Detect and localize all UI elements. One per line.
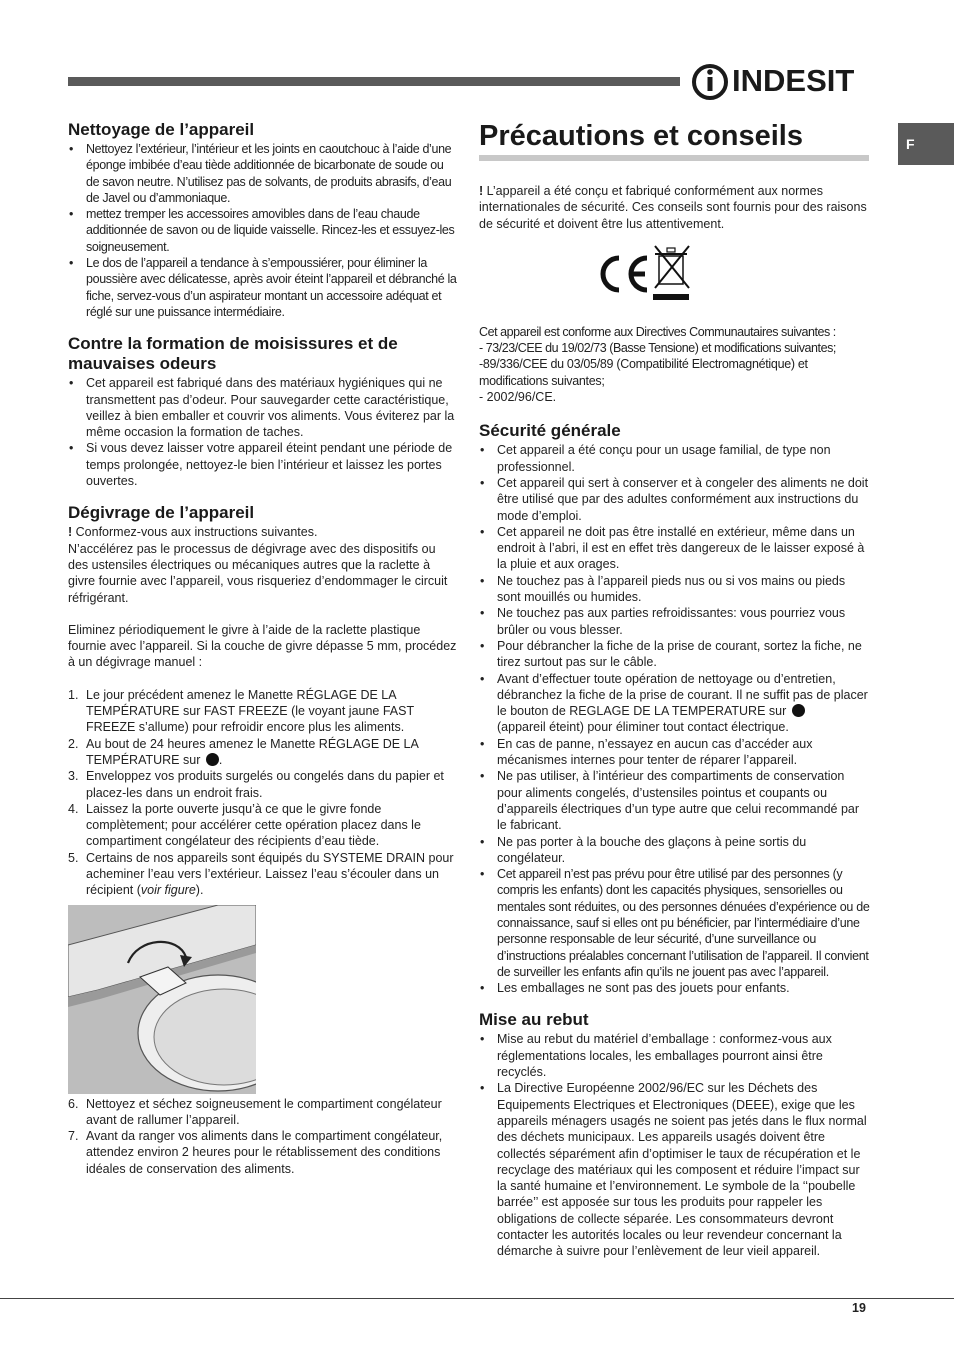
defrost-para-1: N’accélérez pas le processus de dégivrage avec des dispositifs ou des ustensiles électriques ou mécaniques autres que la raclette à givre fournie avec l’appareil, vous risqueriez d’endommager le circuit réfrigérant.	[68, 541, 448, 605]
list-item: • Ne pas porter à la bouche des glaçons à peine sortis du congélateur.	[479, 834, 871, 867]
list-item: • Ne touchez pas à l’appareil pieds nus ou si vos mains ou pieds sont mouillés ou humides.	[479, 573, 871, 606]
indesit-logo	[692, 60, 870, 104]
disposal-list	[479, 1031, 871, 1259]
mould-list	[68, 375, 458, 489]
safety-heading: Sécurité générale	[479, 421, 621, 441]
intro-text: ! L’appareil a été conçu et fabriqué conformément aux normes internationales de sécurité. Ces conseils sont fournis pour des raisons de sécurité et doivent être lus attentivement.	[479, 184, 867, 231]
list-item: • Cet appareil qui sert à conserver et à congeler des aliments ne doit être utilisé que par des adultes conformément aux instructions du mode d’emploi.	[479, 475, 871, 524]
list-item: • En cas de panne, n’essayez en aucun cas d’accéder aux mécanismes internes pour tenter de réparer l’appareil.	[479, 736, 871, 769]
list-item: • Cet appareil n’est pas prévu pour être utilisé par des personnes (y compris les enfants) dont les capacités physiques, sensorielles ou mentales sont réduites, ou des personnes dénuées d’expérience ou de connaissance, sauf si elles ont pu bénéficier, par l’intermédiaire d’une personne responsable de leur sécurité, d’une surveillance ou d’instructions préalables concernant l’utilisation de l’appareil. Il convient de surveiller les enfants afin qu’ils ne jouent pas avec l’appareil.	[479, 866, 871, 980]
safety-list	[479, 442, 871, 996]
crossed-bin-icon	[653, 246, 689, 300]
warning-mark: !	[68, 525, 73, 540]
brand-i-icon	[692, 60, 728, 104]
footer-rule	[0, 1298, 954, 1299]
list-item: • Pour débrancher la fiche de la prise de courant, sortez la fiche, ne tirez surtout pas sur le câble.	[479, 638, 871, 671]
list-item: • Cet appareil ne doit pas être installé en extérieur, même dans un endroit à l’abri, il est en effet très dangereux de le laisser exposé à la pluie et aux orages.	[479, 524, 871, 573]
off-position-icon	[792, 704, 805, 717]
mould-heading: Contre la formation de moisissures et de mauvaises odeurs	[68, 334, 398, 374]
step-item: 3. Enveloppez vos produits surgelés ou congelés dans du papier et placez-les dans un endroit frais.	[68, 769, 444, 800]
defrost-note: ! Conformez-vous aux instructions suivantes.	[68, 525, 318, 540]
directives-line: -89/336/CEE du 03/05/89 (Compatibilité Electromagnétique) et modifications suivantes;	[479, 357, 808, 388]
list-item: • Si vous devez laisser votre appareil éteint pendant une période de temps prolongée, nettoyez-le bien l’intérieur et laissez les portes ouvertes.	[68, 440, 458, 489]
list-item: • Mise au rebut du matériel d’emballage : conformez-vous aux réglementations locales, les emballages pourront ainsi être recyclés.	[479, 1031, 871, 1080]
header-bar	[68, 77, 680, 86]
cleaning-list	[68, 141, 458, 320]
language-tab: F	[898, 123, 954, 165]
step-item: 5. Certains de nos appareils sont équipés du SYSTEME DRAIN pour acheminer l’eau vers l’extérieur. Laissez l’eau s’écouler dans un récipient (voir figure).	[68, 850, 454, 898]
ce-weee-marks	[589, 242, 769, 308]
list-item: • Les emballages ne sont pas des jouets pour enfants.	[479, 980, 871, 996]
step-item: 6. Nettoyez et séchez soigneusement le compartiment congélateur avant de rallumer l’appareil.	[68, 1096, 442, 1127]
list-item: • Cet appareil est fabriqué dans des matériaux hygiéniques qui ne transmettent pas d’odeur. Pour sauvegarder cette caractéristique, veillez à bien emballer et couvrir vos aliments. Vous éviterez par la même occasion la formation de taches.	[68, 375, 458, 440]
list-item: • Le dos de l’appareil a tendance à s’empoussiérer, pour éliminer la poussière avec délicatesse, après avoir éteint l’appareil et débranché la fiche, servez-vous d’un aspirateur montant un accessoire adéquat et réglé sur une puissance intermédiaire.	[68, 255, 458, 320]
step-item: 4. Laissez la porte ouverte jusqu’à ce que le givre fonde complètement; pour accélérer cette opération placez dans le compartiment congélateur des récipients d’eau tiède.	[68, 801, 421, 849]
warning-mark: !	[479, 184, 484, 198]
step-item: 1. Le jour précédent amenez le Manette RÉGLAGE DE LA TEMPÉRATURE sur FAST FREEZE (le voyant jaune FAST FREEZE s’allume) pour refroidir encore plus les aliments.	[68, 687, 414, 735]
list-item: • Cet appareil a été conçu pour un usage familial, de type non professionnel.	[479, 442, 871, 475]
step-item: 7. Avant da ranger vos aliments dans le compartiment congélateur, attendez environ 2 heures pour le rétablissement des conditions idéales de conservation des aliments.	[68, 1129, 443, 1176]
defrost-steps	[68, 687, 458, 899]
list-item: • La Directive Européenne 2002/96/EC sur les Déchets des Equipements Electriques et Electroniques (DEEE), exige que les appareils ménagers usagés ne soient pas jetés dans le flux normal des déchets municipaux. Les appareils usagés doivent être collectés séparément afin d’optimiser le taux de récupération et le recyclage des matériaux qui les composent et réduire l’impact sur la santé humaine et l’environnement. Le symbole de la ‘‘poubelle barrée’’ est apposée sur tous les produits pour rappeler les obligations de collecte séparée. Les consommateurs devront contacter les autorités locales ou leur revendeur concernant la démarche à suivre pour l’enlèvement de leur vieil appareil.	[479, 1080, 871, 1259]
list-item: • Ne pas utiliser, à l’intérieur des compartiments de conservation pour aliments congelés, d’ustensiles pointus et coupants ou d’appareils électriques d’un type autre que celui recommandé par le fabricant.	[479, 768, 871, 833]
list-item: • Avant d’effectuer toute opération de nettoyage ou d’entretien, débranchez la fiche de la prise de courant. Il ne suffit pas de placer le bouton de REGLAGE DE LA TEMPERATURE sur (appareil éteint) pour éliminer tout contact électrique.	[479, 671, 871, 736]
right-column	[479, 120, 871, 1260]
drain-figure	[68, 905, 256, 1094]
defrost-steps-after	[68, 1096, 458, 1177]
brand-name: INDESIT	[732, 63, 855, 98]
step-item: 2. Au bout de 24 heures amenez le Manette RÉGLAGE DE LA TEMPÉRATURE sur .	[68, 736, 419, 767]
disposal-heading: Mise au rebut	[479, 1010, 589, 1030]
off-position-icon	[206, 753, 219, 766]
list-item: • Nettoyez l’extérieur, l’intérieur et les joints en caoutchouc à l’aide d’une éponge imbibée d’eau tiède additionnée de bicarbonate de soude ou de savon neutre. N’utilisez pas de solvants, de produits abrasifs, d’eau de Javel ou d’ammoniaque.	[68, 141, 458, 206]
drain-illustration	[68, 905, 256, 1094]
directives-line: Cet appareil est conforme aux Directives Communautaires suivantes :	[479, 324, 836, 339]
page-number: 19	[852, 1301, 866, 1315]
compliance-marks	[479, 242, 871, 308]
directives-line: - 73/23/CEE du 19/02/73 (Basse Tensione) et modifications suivantes;	[479, 341, 836, 356]
directives-line: - 2002/96/CE.	[479, 390, 557, 405]
defrost-para-2: Eliminez périodiquement le givre à l’aide de la raclette plastique fournie avec l’appareil. Si la couche de givre dépasse 5 mm, procédez à un dégivrage manuel :	[68, 622, 457, 670]
cleaning-heading: Nettoyage de l’appareil	[68, 120, 255, 139]
title-underline	[479, 155, 869, 161]
left-column	[68, 120, 458, 1177]
list-item: • Ne touchez pas aux parties refroidissantes: vous pourriez vous brûler ou vous blesser.	[479, 605, 871, 638]
list-item: • mettez tremper les accessoires amovibles dans de l’eau chaude additionnée de savon ou de liquide vaisselle. Rincez-les et essuyez-les soigneusement.	[68, 206, 458, 255]
page-title: Précautions et conseils	[479, 120, 803, 152]
defrost-heading: Dégivrage de l’appareil	[68, 503, 255, 523]
